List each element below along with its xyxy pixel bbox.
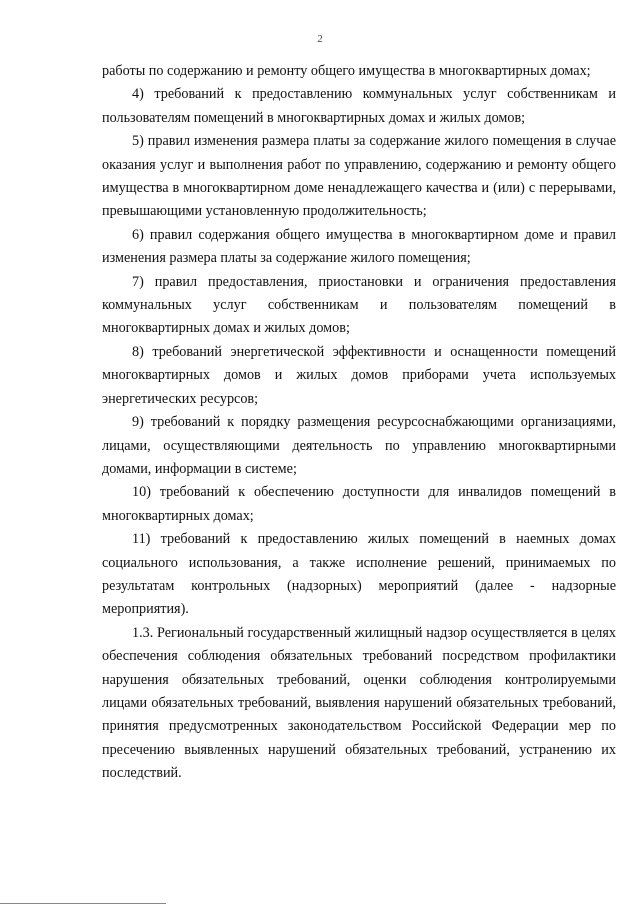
- paragraph-item-4: 4) требований к предоставлению коммунальных услуг собственникам и пользователям помещений в многоквартирных домах и жилых домов;: [102, 86, 616, 126]
- paragraph-item-5: 5) правил изменения размера платы за содержание жилого помещения в случае оказания услуг и выполнения работ по управлению, содержанию и ремонту общего имущества в многоквартирном доме ненадлежащего качества и (или) с перерывами, превышающими установленную продолжительность;: [102, 133, 616, 220]
- paragraph-item-9: 9) требований к порядку размещения ресурсоснабжающими организациями, лицами, осуществляющими деятельность по управлению многоквартирными домами, информации в системе;: [102, 414, 616, 477]
- paragraph-item-11: 11) требований к предоставлению жилых помещений в наемных домах социального использования, а также исполнение решений, принимаемых по результатам контрольных (надзорных) мероприятий (далее - надзорные мероприятия).: [102, 531, 616, 618]
- document-body: [102, 60, 616, 786]
- paragraph-item-6: 6) правил содержания общего имущества в многоквартирном доме и правил изменения размера платы за содержание жилого помещения;: [102, 226, 616, 267]
- paragraph-item-10: 10) требований к обеспечению доступности для инвалидов помещений в многоквартирных домах;: [102, 484, 616, 524]
- paragraph-section-1-3: 1.3. Региональный государственный жилищный надзор осуществляется в целях обеспечения соблюдения обязательных требований посредством профилактики нарушения обязательных требований, оценки соблюдения контролируемыми лицами обязательных требований, выявления нарушений обязательных требований, принятия предусмотренных законодательством Российской Федерации мер по пресечению выявленных нарушений обязательных требований, устранению их последствий.: [102, 624, 616, 782]
- page-number: 2: [317, 33, 323, 45]
- paragraph-item-8: 8) требований энергетической эффективности и оснащенности помещений многоквартирных домов и жилых домов приборами учета используемых энергетических ресурсов;: [102, 343, 616, 407]
- footnote-divider: [0, 903, 166, 904]
- paragraph-item-7: 7) правил предоставления, приостановки и ограничения предоставления коммунальных услуг собственникам и пользователям помещений в многоквартирных домах и жилых домов;: [102, 273, 616, 337]
- paragraph-continuation: работы по содержанию и ремонту общего имущества в многоквартирных домах;: [102, 63, 591, 79]
